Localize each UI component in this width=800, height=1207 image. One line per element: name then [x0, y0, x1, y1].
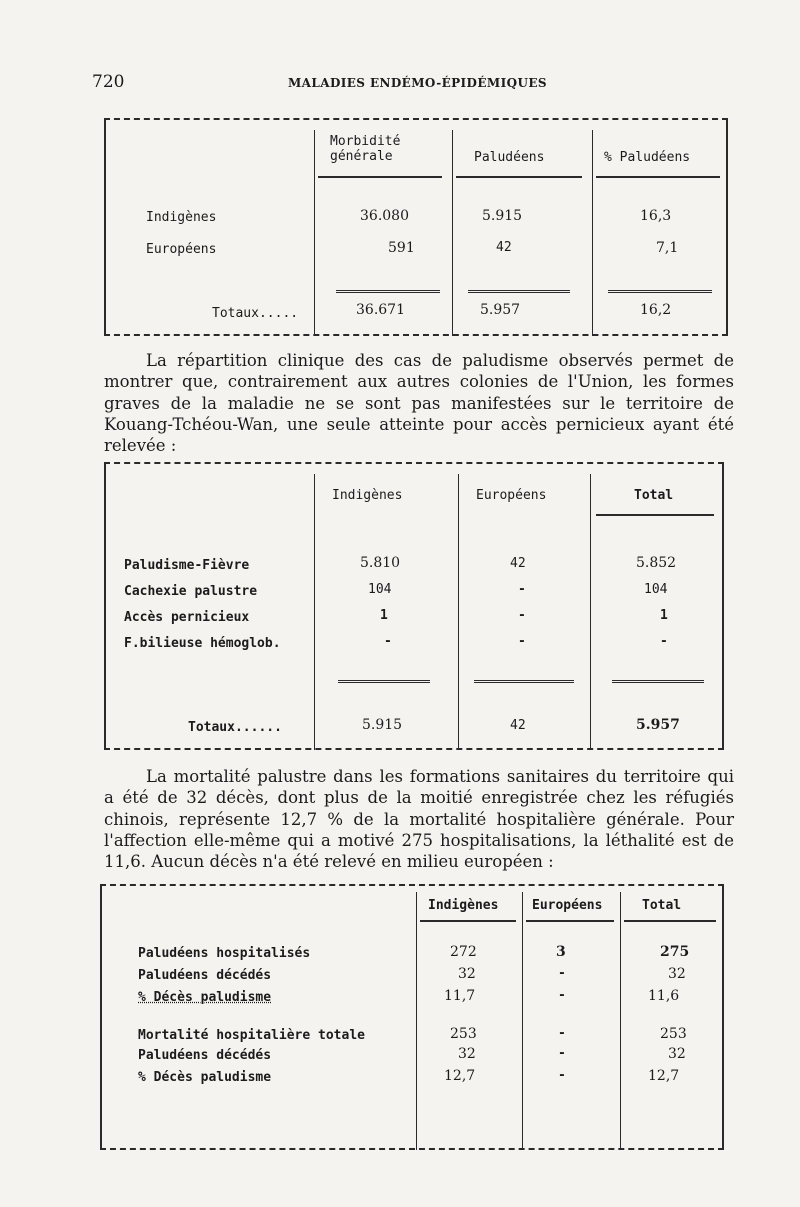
table-cell: 104 — [368, 582, 392, 597]
table-cell: 275 — [660, 944, 690, 960]
table-cell: 3 — [556, 944, 566, 960]
table-cell: 104 — [644, 582, 668, 597]
table-cell: 42 — [510, 718, 526, 733]
table-cell: - — [558, 1046, 566, 1061]
column-header: Total — [634, 488, 674, 503]
table-cell: - — [518, 608, 526, 623]
table-cell: 32 — [458, 966, 476, 982]
table-cell: 32 — [668, 966, 686, 982]
table-cell: 5.957 — [480, 302, 521, 318]
table-cell: - — [558, 1026, 566, 1041]
table-cell: 36.080 — [360, 208, 409, 224]
column-header: Indigènes — [428, 898, 499, 913]
table-cell: 12,7 — [648, 1068, 680, 1084]
table-cell: 591 — [388, 240, 415, 256]
table-cell: 16,2 — [640, 302, 672, 318]
row-label: Européens — [146, 242, 217, 257]
row-label: Indigènes — [146, 210, 217, 225]
column-header: Européens — [476, 488, 547, 503]
table-cell: - — [558, 988, 566, 1003]
table-cell: 253 — [660, 1026, 687, 1042]
morbidity-table — [104, 118, 728, 336]
mortality-table — [100, 884, 724, 1150]
column-header: Indigènes — [332, 488, 403, 503]
paragraph: La répartition clinique des cas de paludisme observés permet de montrer que, contrairement aux autres colonies de l'Union, les formes graves de la maladie ne se sont pas manifestées sur le territoire de Kouang-Tchéou-Wan, une seule atteinte pour accès pernicieux ayant été relevée : — [104, 351, 734, 456]
table-cell: - — [384, 634, 392, 649]
table-cell: 32 — [668, 1046, 686, 1062]
table-cell: - — [558, 1068, 566, 1083]
row-label: % Décès paludisme — [138, 990, 272, 1005]
page-header — [92, 72, 732, 96]
table-cell: - — [518, 582, 526, 597]
total-label: Totaux...... — [188, 720, 282, 735]
page-number: 720 — [92, 72, 125, 92]
total-label: Totaux..... — [212, 306, 299, 321]
table-cell: 5.915 — [482, 208, 523, 224]
table-cell: 16,3 — [640, 208, 672, 224]
table-cell: 11,7 — [444, 988, 476, 1004]
table-cell: 5.915 — [362, 717, 403, 733]
row-label: F.bilieuse hémoglob. — [124, 636, 281, 651]
table-cell: 42 — [496, 240, 512, 255]
row-label: Accès pernicieux — [124, 610, 250, 625]
column-header: % Paludéens — [604, 150, 691, 165]
table-cell: - — [518, 634, 526, 649]
paragraph: La mortalité palustre dans les formations sanitaires du territoire qui a été de 32 décès, dont plus de la moitié enregistrée chez les réfugiés chinois, représente 12,7 % de la mortalité hospitalière générale. Pour l'affection elle-même qui a motivé 275 hospitalisations, la léthalité est de 11,6. Aucun décès n'a été relevé en milieu européen : — [104, 767, 734, 872]
table-cell: 36.671 — [356, 302, 405, 318]
column-header: Morbidité générale — [330, 134, 401, 164]
table-cell: 5.957 — [636, 717, 680, 733]
row-label: Mortalité hospitalière totale — [138, 1028, 365, 1043]
column-header: Paludéens — [474, 150, 545, 165]
table-cell: 11,6 — [648, 988, 680, 1004]
table-cell: 42 — [510, 556, 526, 571]
row-label: % Décès paludisme — [138, 1070, 272, 1085]
table-cell: - — [558, 966, 566, 981]
table-cell: 1 — [380, 608, 388, 623]
table-cell: 7,1 — [656, 240, 679, 256]
column-header: Européens — [532, 898, 603, 913]
table-cell: 253 — [450, 1026, 477, 1042]
table-cell: 1 — [660, 608, 668, 623]
row-label: Paludisme-Fièvre — [124, 558, 250, 573]
table-cell: 12,7 — [444, 1068, 476, 1084]
row-label: Cachexie palustre — [124, 584, 258, 599]
row-label: Paludéens décédés — [138, 968, 272, 983]
running-title: MALADIES ENDÉMO-ÉPIDÉMIQUES — [288, 76, 547, 90]
table-cell: 32 — [458, 1046, 476, 1062]
table-cell: - — [660, 634, 668, 649]
table-cell: 272 — [450, 944, 477, 960]
clinical-forms-table — [104, 462, 724, 750]
row-label: Paludéens décédés — [138, 1048, 272, 1063]
row-label: Paludéens hospitalisés — [138, 946, 311, 961]
column-header: Total — [642, 898, 682, 913]
table-cell: 5.810 — [360, 555, 401, 571]
table-cell: 5.852 — [636, 555, 677, 571]
